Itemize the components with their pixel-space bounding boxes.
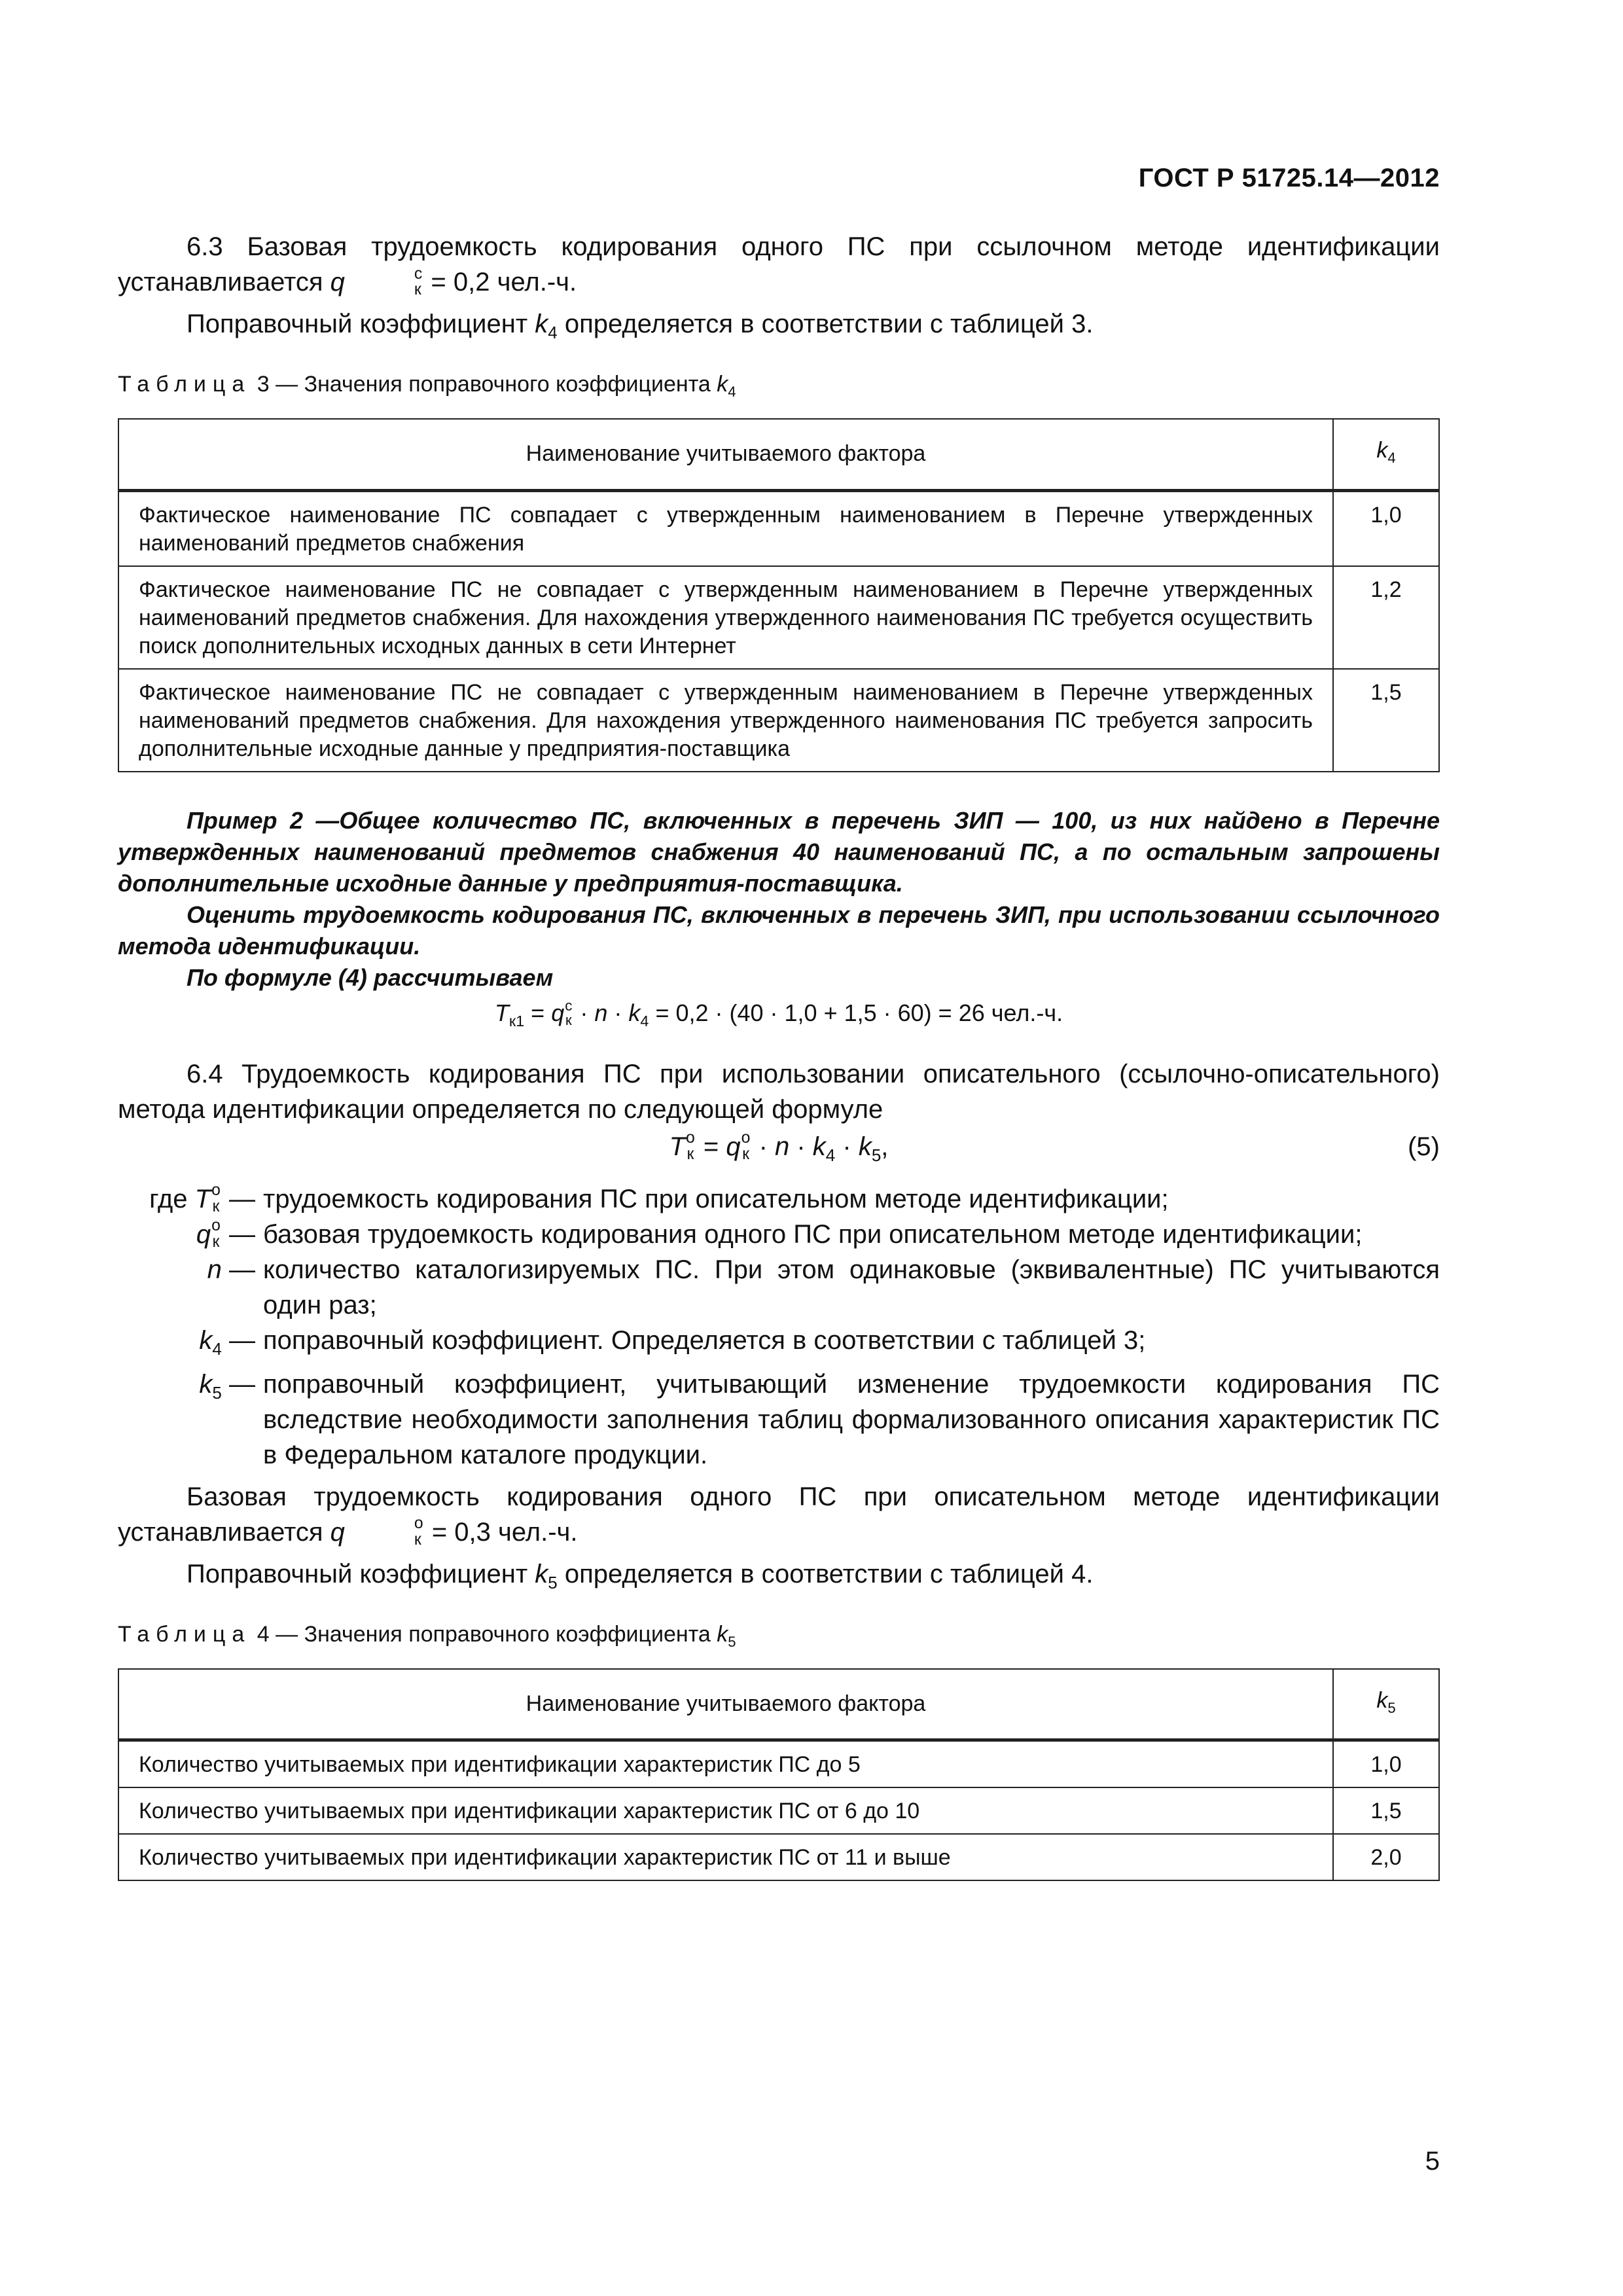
page-number: 5 (1425, 2147, 1440, 2176)
paragraph-6-3: 6.3 Базовая трудоемкость кодирования одного ПС при ссылочном методе идентификации устанавливается q с к = 0,2 чел.-ч. (118, 232, 1440, 299)
table-row (118, 490, 1439, 566)
table-header-row (118, 1669, 1439, 1740)
table-cell-k: 1,2 (1333, 566, 1439, 669)
table-cell-k: 2,0 (1333, 1834, 1439, 1880)
paragraph-k5: Поправочный коэффициент $k_5$ определяется в соответствии с таблицей 4. (187, 1559, 1094, 1592)
table-header-row (118, 419, 1439, 490)
table-3-caption: Таблица 3 — Значения поправочного коэффициента $k_4$ (118, 372, 736, 400)
table-cell-factor: Фактическое наименование ПС не совпадает с утвержденным наименованием в Перечне утвержденных наименований предметов снабжения. Для нахождения утвержденного наименования ПС требуется осуществить поиск дополнительных исходных данных в сети Интернет (118, 566, 1333, 669)
table-row (118, 1740, 1439, 1788)
table-cell-k: 1,0 (1333, 1740, 1439, 1788)
example-paragraph: По формуле (4) рассчитываем (187, 963, 554, 991)
paragraph-6-4: 6.4 Трудоемкость кодирования ПС при использовании описательного (ссылочно-описательного) метода идентификации определяется по следующей формуле (118, 1059, 1440, 1124)
document-body (118, 229, 1440, 1881)
table-cell-factor: Количество учитываемых при идентификации характеристик ПС от 11 и выше (118, 1834, 1333, 1880)
legend-item: $k_5$ — поправочный коэффициент, учитывающий изменение трудоемкости кодирования ПС вследствие необходимости заполнения таблиц формализованного описания характеристик ПС в Федеральном каталоге продукции. (199, 1369, 1440, 1469)
table-4-caption: Таблица 4 — Значения поправочного коэффициента $k_5$ (118, 1621, 736, 1650)
table-cell-k: 1,5 (1333, 669, 1439, 772)
column-header-k: $k_4$ (1333, 419, 1439, 490)
table-cell-factor: Количество учитываемых при идентификации характеристик ПС до 5 (118, 1740, 1333, 1788)
legend-item: q о к — базовая трудоемкость кодирования одного ПС при описательном методе идентификации; (196, 1217, 1363, 1251)
table-cell-factor: Фактическое наименование ПС не совпадает с утвержденным наименованием в Перечне утвержденных наименований предметов снабжения. Для нахождения утвержденного наименования ПС требуется запросить дополнительные исходные данные у предприятия-поставщика (118, 669, 1333, 772)
table-row (118, 669, 1439, 772)
formula-number: (5) (1408, 1132, 1440, 1161)
legend-item: $k_4$ — поправочный коэффициент. Определяется в соответствии с таблицей 3; (199, 1325, 1146, 1359)
formula-5: T о к = q о к · $n \cdot k_4 \cdot k_5$, (5) (118, 1127, 1440, 1175)
example-2 (118, 805, 1440, 994)
formula-legend (118, 1181, 1440, 1473)
example-paragraph: Пример 2 —Общее количество ПС, включенных в перечень ЗИП — 100, из них найдено в Перечне утвержденных наименований предметов снабжения 40 наименований ПС, а по остальным запрошены дополнительные исходные данные у предприятия-поставщика. (118, 806, 1440, 897)
table-cell-factor: Количество учитываемых при идентификации характеристик ПС от 6 до 10 (118, 1787, 1333, 1834)
legend-item: где T о к — трудоемкость кодирования ПС при описательном методе идентификации; (149, 1181, 1169, 1216)
table-cell-k: 1,5 (1333, 1787, 1439, 1834)
example-paragraph: Оценить трудоемкость кодирования ПС, включенных в перечень ЗИП, при использовании ссылочного метода идентификации. (118, 901, 1440, 960)
paragraph-k4: Поправочный коэффициент $k_4$ определяется в соответствии с таблицей 3. (187, 310, 1094, 342)
table-cell-k: 1,0 (1333, 490, 1439, 566)
paragraph-base-descriptive: Базовая трудоемкость кодирования одного ПС при описательном методе идентификации устанавливается q о к = 0,3 чел.-ч. (118, 1482, 1440, 1549)
table-row (118, 566, 1439, 669)
table-3 (118, 418, 1440, 772)
script-stack: с к (414, 264, 423, 299)
table-4 (118, 1668, 1440, 1882)
document-header: ГОСТ Р 51725.14—2012 (1138, 164, 1440, 192)
example-formula: $T_{к1} = q$ с к · $n \cdot k_4 = 0,2 \cdot (40 \cdot 1,0 + 1,5 \cdot 60) = 26$ чел.-ч. (494, 997, 1063, 1030)
table-row (118, 1834, 1439, 1880)
table-cell-factor: Фактическое наименование ПС совпадает с утвержденным наименованием в Перечне утвержденных наименований предметов снабжения (118, 490, 1333, 566)
column-header-factor: Наименование учитываемого фактора (118, 1669, 1333, 1740)
column-header-factor: Наименование учитываемого фактора (118, 419, 1333, 490)
document-page (118, 0, 1440, 2296)
legend-item: n — количество каталогизируемых ПС. При этом одинаковые (эквивалентные) ПС учитываются один раз; (207, 1255, 1440, 1319)
table-row (118, 1787, 1439, 1834)
column-header-k: $k_5$ (1333, 1669, 1439, 1740)
